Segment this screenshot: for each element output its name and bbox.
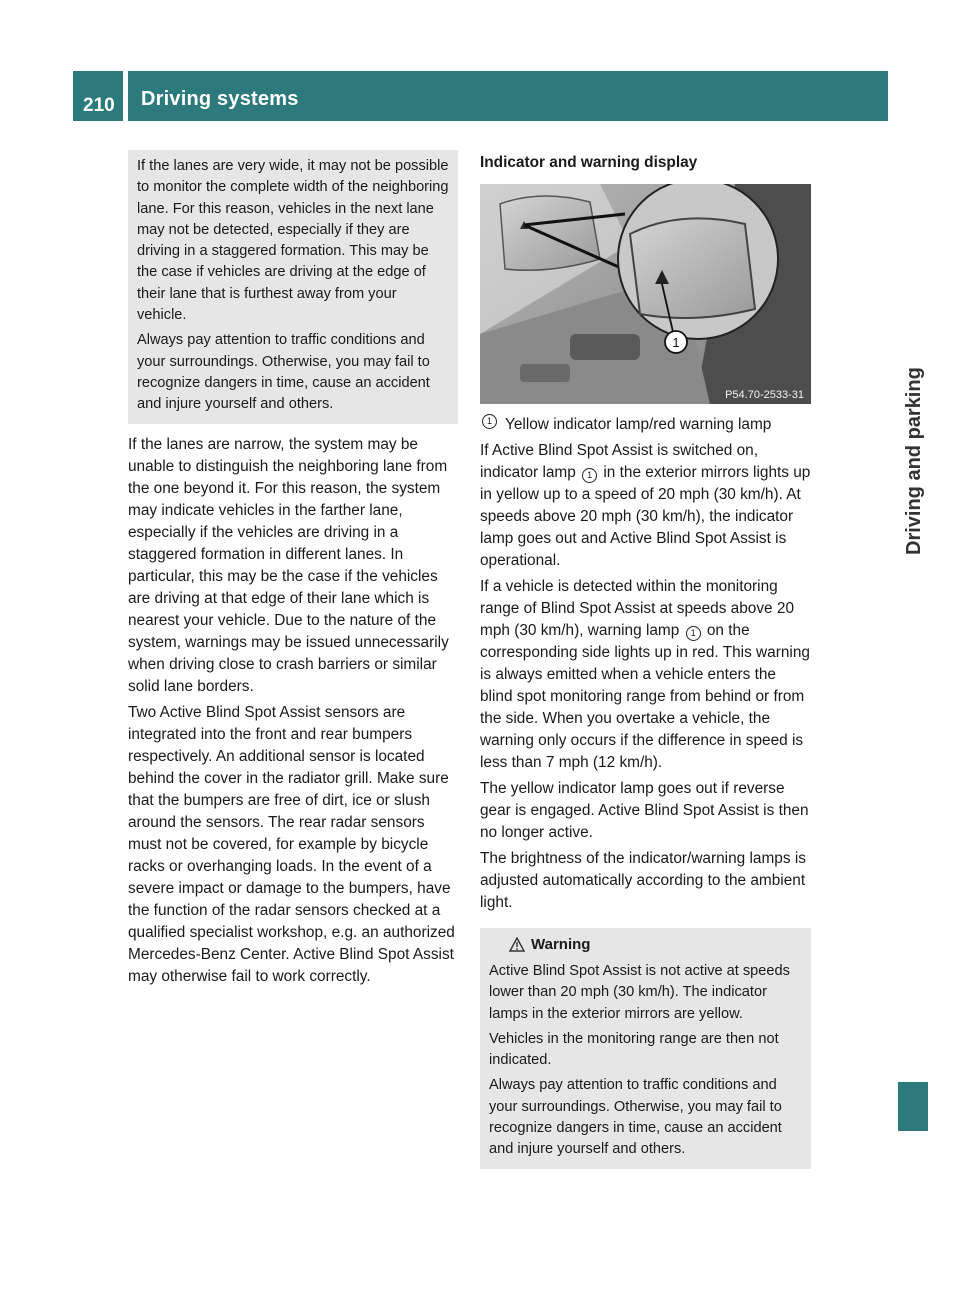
mirror-figure <box>480 184 811 404</box>
callout-1-marker: 1 <box>686 626 701 641</box>
side-tab-block <box>898 1082 928 1131</box>
figure-callout: 1 <box>672 335 680 350</box>
body-paragraph: Two Active Blind Spot Assist sensors are integrated into the front and rear bumpers respectively. An additional sensor is located behind the cover in the radiator grill. Make sure that the bumpers are free of dirt, ice or slush around the sensors. The rear radar sensors must not be covered, for example by bicycle racks or overhanging loads. In the event of a severe impact or damage to the bumpers, have the function of the radar sensors checked at a qualified specialist workshop, e.g. an authorized Mercedes-Benz Center. Active Blind Spot Assist may otherwise fail to work correctly. <box>128 703 455 985</box>
warning-title: Warning <box>531 936 591 953</box>
text-run: on the corresponding side lights up in red. This warning is always emitted when a vehicle enters the blind spot monitoring range from behind or from the side. When you overtake a vehicle, the warning only occurs if the difference in speed is less than 7 mph (12 km/h). <box>480 622 810 771</box>
text-run: If a vehicle is detected within the monitoring range of Blind Spot Assist at speeds above 20 mph (30 km/h), warning lamp <box>480 578 795 639</box>
right-column <box>480 150 811 1169</box>
header-divider <box>123 71 128 121</box>
exterior-mirror-illustration <box>480 184 811 404</box>
warning-box <box>480 928 811 1169</box>
body-paragraph <box>480 576 811 774</box>
body-paragraph <box>480 440 811 572</box>
warning-triangle-icon <box>509 937 525 952</box>
warning-paragraph: Vehicles in the monitoring range are then not indicated. <box>489 1030 779 1069</box>
note-box <box>128 150 458 424</box>
figure-code: P54.70-2533-31 <box>725 389 804 401</box>
left-column <box>128 150 458 992</box>
callout-1-marker: 1 <box>482 414 497 429</box>
text-run: in the exterior mirrors lights up in yellow up to a speed of 20 mph (30 km/h). At speeds above 20 mph (30 km/h), the indicator lamp goes out and Active Blind Spot Assist is operational. <box>480 464 811 569</box>
section-heading: Indicator and warning display <box>480 154 698 171</box>
body-paragraph: If the lanes are narrow, the system may be unable to distinguish the neighboring lane from the one beyond it. For this reason, the system may indicate vehicles in the farther lane, especially if the vehicles are driving in a staggered formation in different lanes. In particular, this may be the case if the vehicles are driving at that edge of their lane which is nearest your vehicle. Due to the nature of the system, warnings may be issued unnecessarily when driving close to crash barriers or similar solid lane borders. <box>128 435 449 695</box>
warning-paragraph: Always pay attention to traffic conditions and your surroundings. Otherwise, you may fail to recognize dangers in time, cause an accident and injure yourself and others. <box>489 1077 782 1158</box>
note-paragraph: If the lanes are very wide, it may not be possible to monitor the complete width of the neighboring lane. For this reason, vehicles in the next lane may not be detected, especially if they are driving in a staggered formation. This may be the case if vehicles are driving at the edge of their lane that is furthest away from your vehicle. <box>137 158 449 324</box>
figure-caption <box>480 414 811 436</box>
warning-paragraph: Active Blind Spot Assist is not active at speeds lower than 20 mph (30 km/h). The indicator lamps in the exterior mirrors are yellow. <box>489 963 790 1022</box>
page-title: Driving systems <box>141 88 299 110</box>
text-run: If Active Blind Spot Assist is switched on, indicator lamp <box>480 442 759 481</box>
page-number: 210 <box>83 95 115 116</box>
side-label: Driving and parking <box>903 367 925 555</box>
body-paragraph: The yellow indicator lamp goes out if reverse gear is engaged. Active Blind Spot Assist is then no longer active. <box>480 780 809 841</box>
callout-1-marker: 1 <box>582 468 597 483</box>
body-paragraph: The brightness of the indicator/warning lamps is adjusted automatically according to the ambient light. <box>480 850 806 911</box>
caption-text: Yellow indicator lamp/red warning lamp <box>505 416 772 433</box>
note-paragraph: Always pay attention to traffic conditions and your surroundings. Otherwise, you may fail to recognize dangers in time, cause an accident and injure yourself and others. <box>137 332 430 413</box>
warning-header <box>509 936 803 953</box>
